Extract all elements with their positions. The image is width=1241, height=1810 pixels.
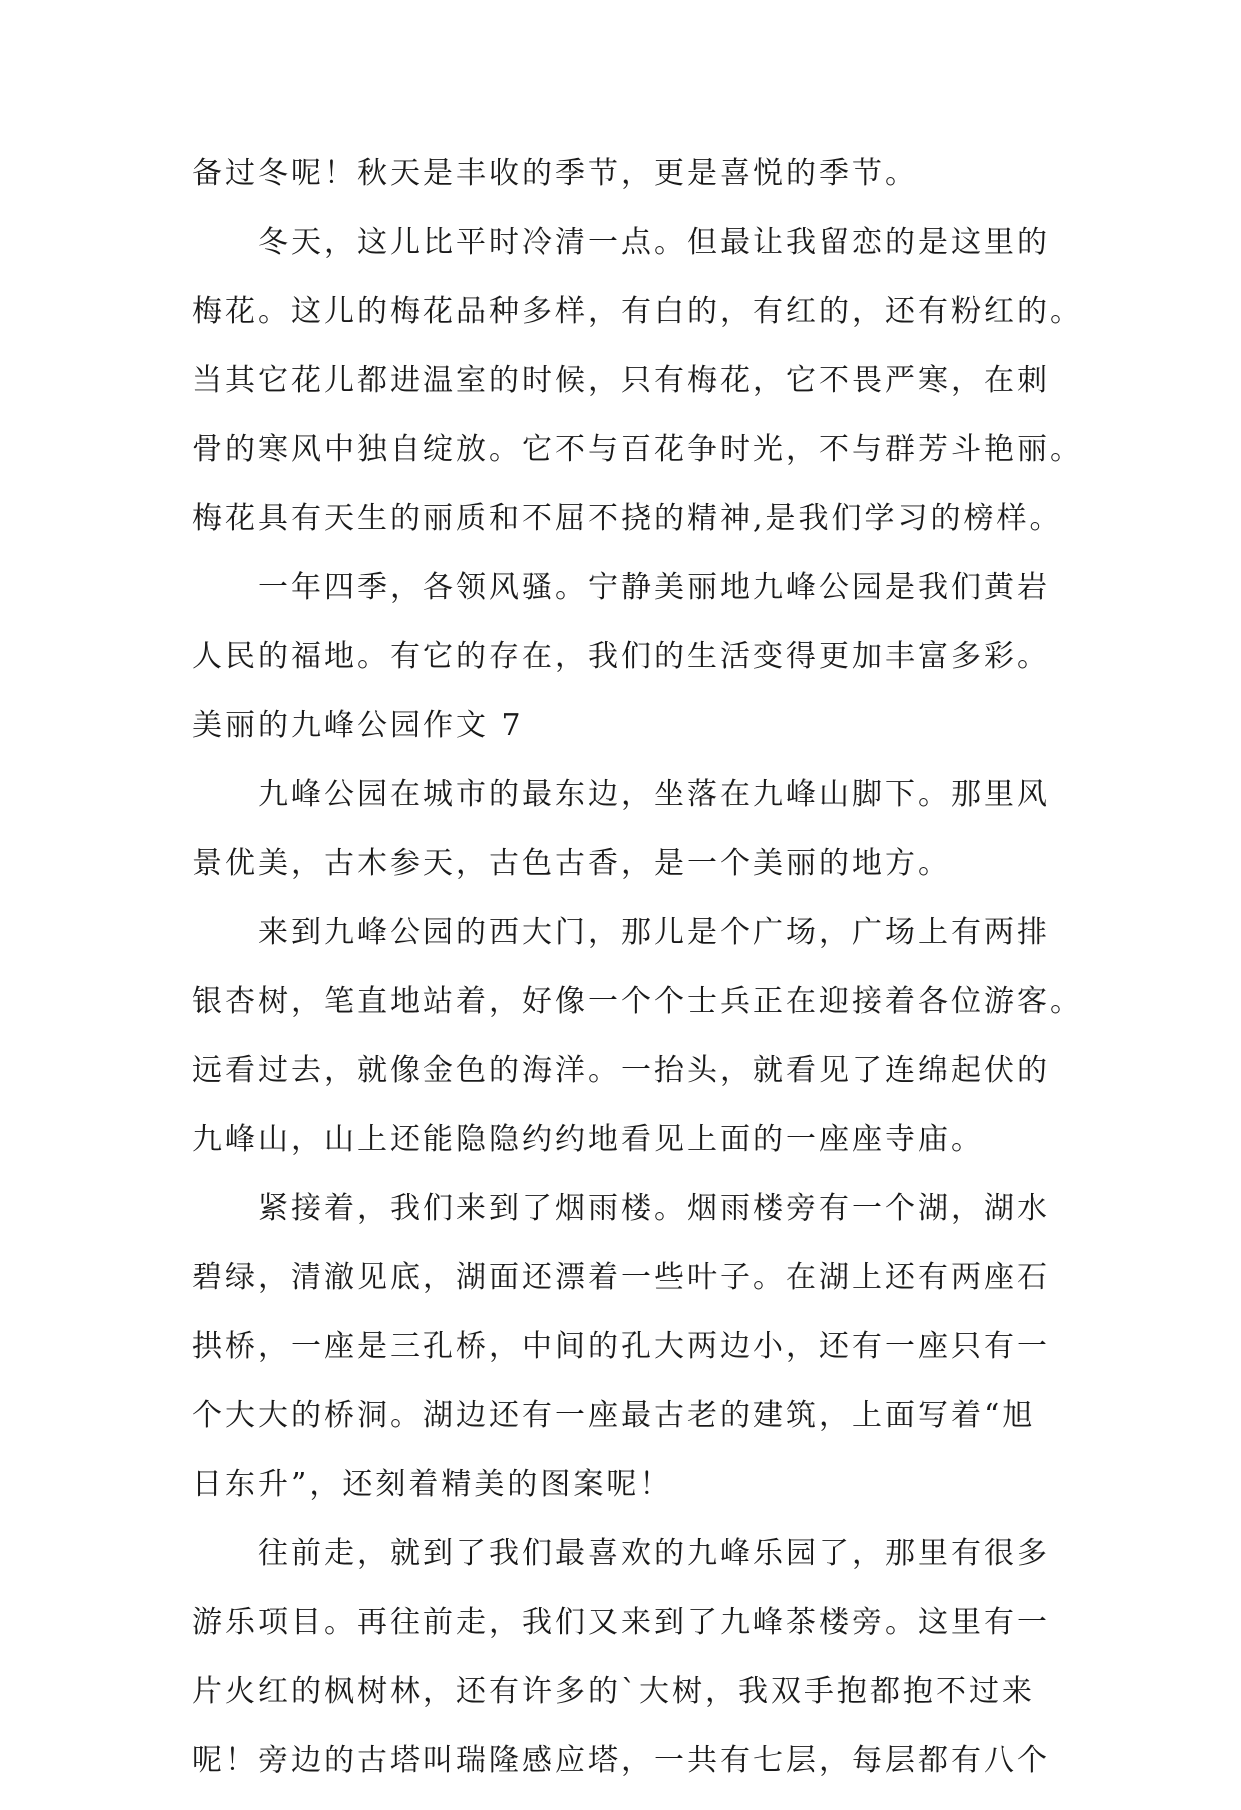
- text-line: 碧绿，清澈见底，湖面还漂着一些叶子。在湖上还有两座石: [192, 1260, 1050, 1295]
- document-body: [192, 154, 1083, 1810]
- text-line: 游乐项目。再往前走，我们又来到了九峰茶楼旁。这里有一: [192, 1605, 1050, 1640]
- section-heading: 美丽的九峰公园作文 7: [192, 708, 524, 743]
- text-line: 日东升”，还刻着精美的图案呢！: [192, 1467, 673, 1502]
- paragraph-first-line: 紧接着，我们来到了烟雨楼。烟雨楼旁有一个湖，湖水: [258, 1191, 1050, 1226]
- text-line: 梅花具有天生的丽质和不屈不挠的精神,是我们学习的榜样。: [192, 501, 1063, 536]
- paragraph-first-line: 一年四季，各领风骚。宁静美丽地九峰公园是我们黄岩: [258, 570, 1050, 605]
- text-line: 人民的福地。有它的存在，我们的生活变得更加丰富多彩。: [192, 639, 1050, 674]
- paragraph-first-line: 冬天，这儿比平时冷清一点。但最让我留恋的是这里的: [258, 225, 1050, 260]
- text-line: 梅花。这儿的梅花品种多样，有白的，有红的，还有粉红的。: [192, 294, 1083, 329]
- text-line: 备过冬呢！秋天是丰收的季节，更是喜悦的季节。: [192, 156, 918, 191]
- text-line: 景优美，古木参天，古色古香，是一个美丽的地方。: [192, 846, 951, 881]
- text-line: 九峰山，山上还能隐隐约约地看见上面的一座座寺庙。: [192, 1122, 984, 1157]
- paragraph-first-line: 九峰公园在城市的最东边，坐落在九峰山脚下。那里风: [258, 777, 1050, 812]
- text-line: 当其它花儿都进温室的时候，只有梅花，它不畏严寒，在刺: [192, 363, 1050, 398]
- paragraph-first-line: 来到九峰公园的西大门，那儿是个广场，广场上有两排: [258, 915, 1050, 950]
- text-line: 片火红的枫树林，还有许多的`大树，我双手抱都抱不过来: [192, 1674, 1035, 1709]
- text-line: 远看过去，就像金色的海洋。一抬头，就看见了连绵起伏的: [192, 1053, 1050, 1088]
- text-line: 个大大的桥洞。湖边还有一座最古老的建筑，上面写着“旭: [192, 1398, 1036, 1433]
- paragraph-first-line: 往前走，就到了我们最喜欢的九峰乐园了，那里有很多: [258, 1536, 1050, 1571]
- text-line: 骨的寒风中独自绽放。它不与百花争时光，不与群芳斗艳丽。: [192, 432, 1083, 467]
- text-line: 拱桥，一座是三孔桥，中间的孔大两边小，还有一座只有一: [192, 1329, 1050, 1364]
- text-line: 呢！旁边的古塔叫瑞隆感应塔，一共有七层，每层都有八个: [192, 1743, 1050, 1778]
- text-line: 银杏树，笔直地站着，好像一个个士兵正在迎接着各位游客。: [192, 984, 1083, 1019]
